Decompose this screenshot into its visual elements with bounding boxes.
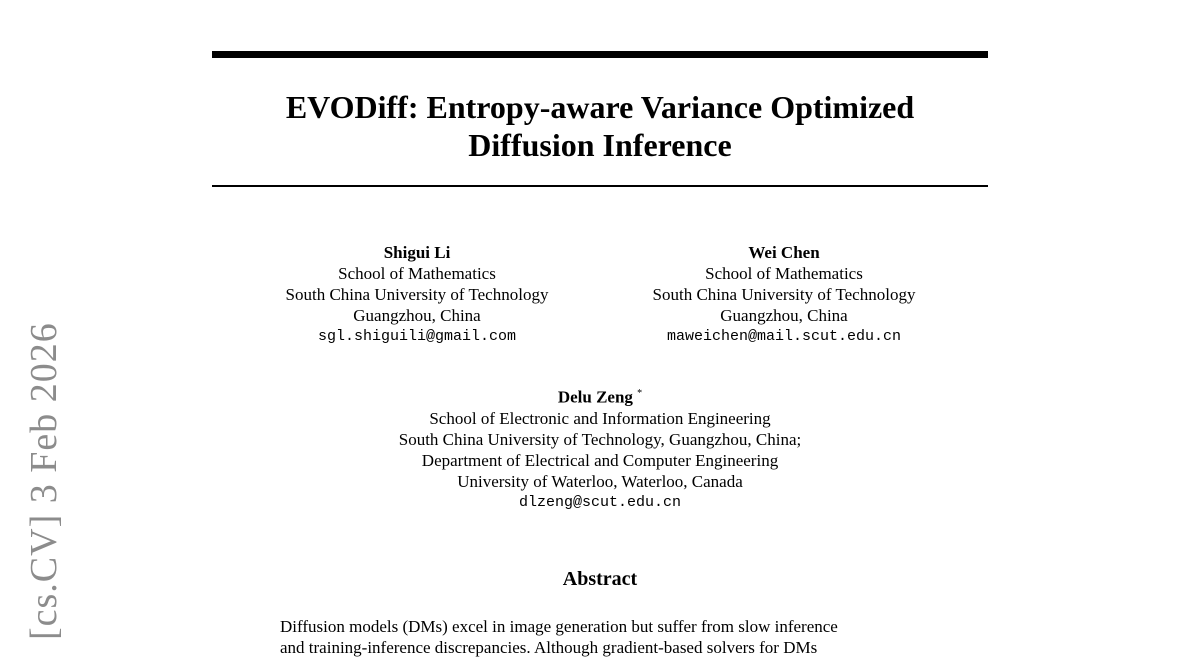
abstract-heading: Abstract [562,568,638,590]
author-email[interactable]: sgl.shiguili@gmail.com [317,328,517,345]
author-block-wei-chen [630,242,938,347]
title-line-2: Diffusion Inference [468,127,732,163]
arxiv-side-stamp: [cs.CV] 3 Feb 2026 [23,322,65,640]
author-name-row [330,383,870,408]
author-affiliation-line: Department of Electrical and Computer Engineering [421,450,779,470]
author-email[interactable]: dlzeng@scut.edu.cn [518,493,682,511]
title-top-rule [212,51,988,58]
corresponding-author-marker: * [637,388,643,399]
author-affiliation-line: School of Mathematics [705,264,863,283]
author-affiliation-line: South China University of Technology [652,285,916,304]
abstract-line: and training-inference discrepancies. Although gradient-based solvers for DMs [280,638,818,657]
author-affiliation-line: School of Mathematics [338,264,496,283]
abstract-line: Diffusion models (DMs) excel in image generation but suffer from slow inference [280,617,838,636]
author-affiliation-line: University of Waterloo, Waterloo, Canada [457,471,743,491]
author-block-delu-zeng [330,383,870,513]
author-name: Wei Chen [748,243,820,262]
author-name: Delu Zeng [557,387,633,407]
author-name: Shigui Li [383,243,451,262]
author-email[interactable]: maweichen@mail.scut.edu.cn [666,328,902,345]
author-affiliation-line: School of Electronic and Information Engineering [429,408,771,428]
author-affiliation-line: South China University of Technology, Guangzhou, China; [398,429,802,449]
paper-title [212,88,988,164]
author-affiliation-line: South China University of Technology [285,285,549,304]
author-affiliation-line: Guangzhou, China [720,306,848,325]
title-bottom-rule [212,185,988,187]
abstract-body [280,616,920,658]
title-line-1: EVODiff: Entropy-aware Variance Optimized [285,89,915,125]
author-block-shigui-li [262,242,572,347]
author-affiliation-line: Guangzhou, China [353,306,481,325]
